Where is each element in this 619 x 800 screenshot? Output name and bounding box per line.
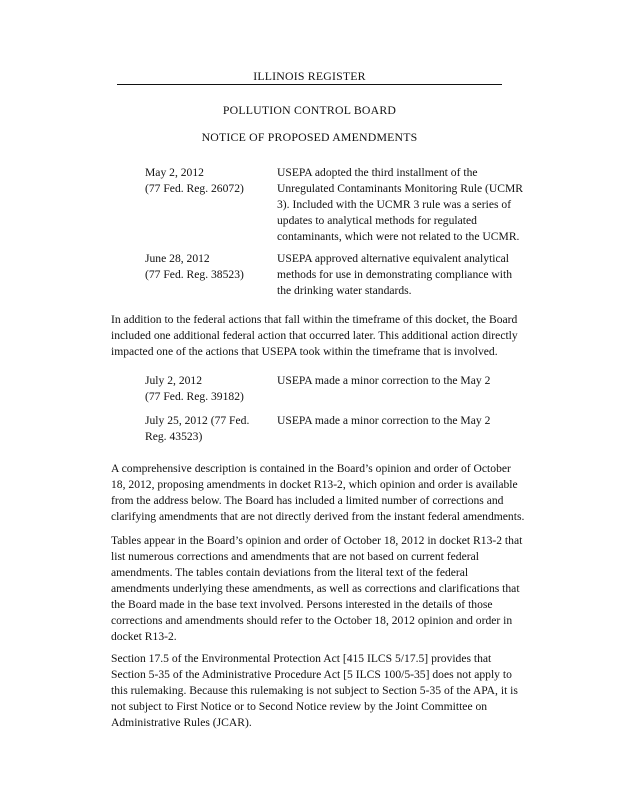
- paragraph-line: the Board made in the base text involved. Persons interested in the details of those: [111, 598, 493, 611]
- description-line: methods for use in demonstrating compliance with: [277, 268, 513, 281]
- action-date-line: July 25, 2012 (77 Fed.: [145, 414, 250, 427]
- action-date: [145, 165, 273, 197]
- description-line: Unregulated Contaminants Monitoring Rule (UCMR: [277, 182, 524, 195]
- paragraph-additional-action: [111, 312, 543, 360]
- action-description: [277, 251, 517, 299]
- description-line: updates to analytical methods for regulated: [277, 214, 477, 227]
- paragraph-line: not subject to First Notice or to Second Notice review by the Joint Committee on: [111, 700, 488, 713]
- header-rule: [117, 84, 502, 85]
- paragraph-line: corrections and amendments should refer to the October 18, 2012 opinion and order in: [111, 614, 513, 627]
- action-date: [145, 251, 273, 283]
- paragraph-line: 18, 2012, proposing amendments in docket R13-2, which opinion and order is available: [111, 478, 518, 491]
- notice-heading: NOTICE OF PROPOSED AMENDMENTS: [201, 130, 418, 144]
- paragraph-line: this rulemaking. Because this rulemaking is not subject to Section 5-35 of the APA, it is: [111, 684, 518, 697]
- paragraph-tables: [111, 533, 543, 645]
- paragraph-line: Tables appear in the Board’s opinion and order of October 18, 2012 in docket R13-2 that: [111, 534, 523, 547]
- description-line: USEPA adopted the third installment of the: [277, 166, 478, 179]
- description-line: contaminants, which were not related to the UCMR.: [277, 230, 520, 243]
- paragraph-line: amendments. The tables contain deviations from the literal text of the federal: [111, 566, 469, 579]
- description-line: 3). Included with the UCMR 3 rule was a series of: [277, 198, 512, 211]
- paragraph-comprehensive-description: [111, 461, 543, 525]
- action-citation-line: (77 Fed. Reg. 26072): [145, 182, 244, 195]
- paragraph-line: impacted one of the actions that USEPA took within the timeframe that is involved.: [111, 345, 498, 358]
- description-line: USEPA approved alternative equivalent analytical: [277, 252, 510, 265]
- action-description: [277, 373, 517, 389]
- register-title: ILLINOIS REGISTER: [253, 69, 366, 83]
- paragraph-line: In addition to the federal actions that fall within the timeframe of this docket, the Board: [111, 313, 518, 326]
- paragraph-line: Section 17.5 of the Environmental Protection Act [415 ILCS 5/17.5] provides that: [111, 652, 492, 665]
- action-description: [277, 165, 524, 245]
- action-date-line: May 2, 2012: [145, 166, 204, 179]
- paragraph-line: Administrative Rules (JCAR).: [111, 716, 252, 729]
- paragraph-line: from the address below. The Board has included a limited number of corrections and: [111, 494, 504, 507]
- action-date: [145, 373, 273, 405]
- paragraph-section-17-5: [111, 651, 543, 731]
- action-citation-line: (77 Fed. Reg. 39182): [145, 390, 244, 403]
- paragraph-line: Section 5-35 of the Administrative Procedure Act [5 ILCS 100/5-35] does not apply to: [111, 668, 512, 681]
- description-line: USEPA made a minor correction to the May 2: [277, 374, 491, 387]
- paragraph-line: included one additional federal action that occurred later. This additional action directly: [111, 329, 518, 342]
- action-citation-line: Reg. 43523): [145, 430, 203, 443]
- paragraph-line: docket R13-2.: [111, 630, 177, 643]
- board-name: POLLUTION CONTROL BOARD: [222, 103, 397, 117]
- action-date-line: June 28, 2012: [145, 252, 210, 265]
- paragraph-line: clarifying amendments that are not directly derived from the instant federal amendments.: [111, 510, 525, 523]
- action-citation-line: (77 Fed. Reg. 38523): [145, 268, 244, 281]
- action-date: [145, 413, 273, 445]
- paragraph-line: list numerous corrections and amendments that are not based on current federal: [111, 550, 479, 563]
- description-line: the drinking water standards.: [277, 284, 412, 297]
- description-line: USEPA made a minor correction to the May 2: [277, 414, 491, 427]
- action-description: [277, 413, 517, 429]
- paragraph-line: A comprehensive description is contained in the Board’s opinion and order of October: [111, 462, 511, 475]
- paragraph-line: amendments underlying these amendments, as well as corrections and clarifications that: [111, 582, 520, 595]
- action-date-line: July 2, 2012: [145, 374, 203, 387]
